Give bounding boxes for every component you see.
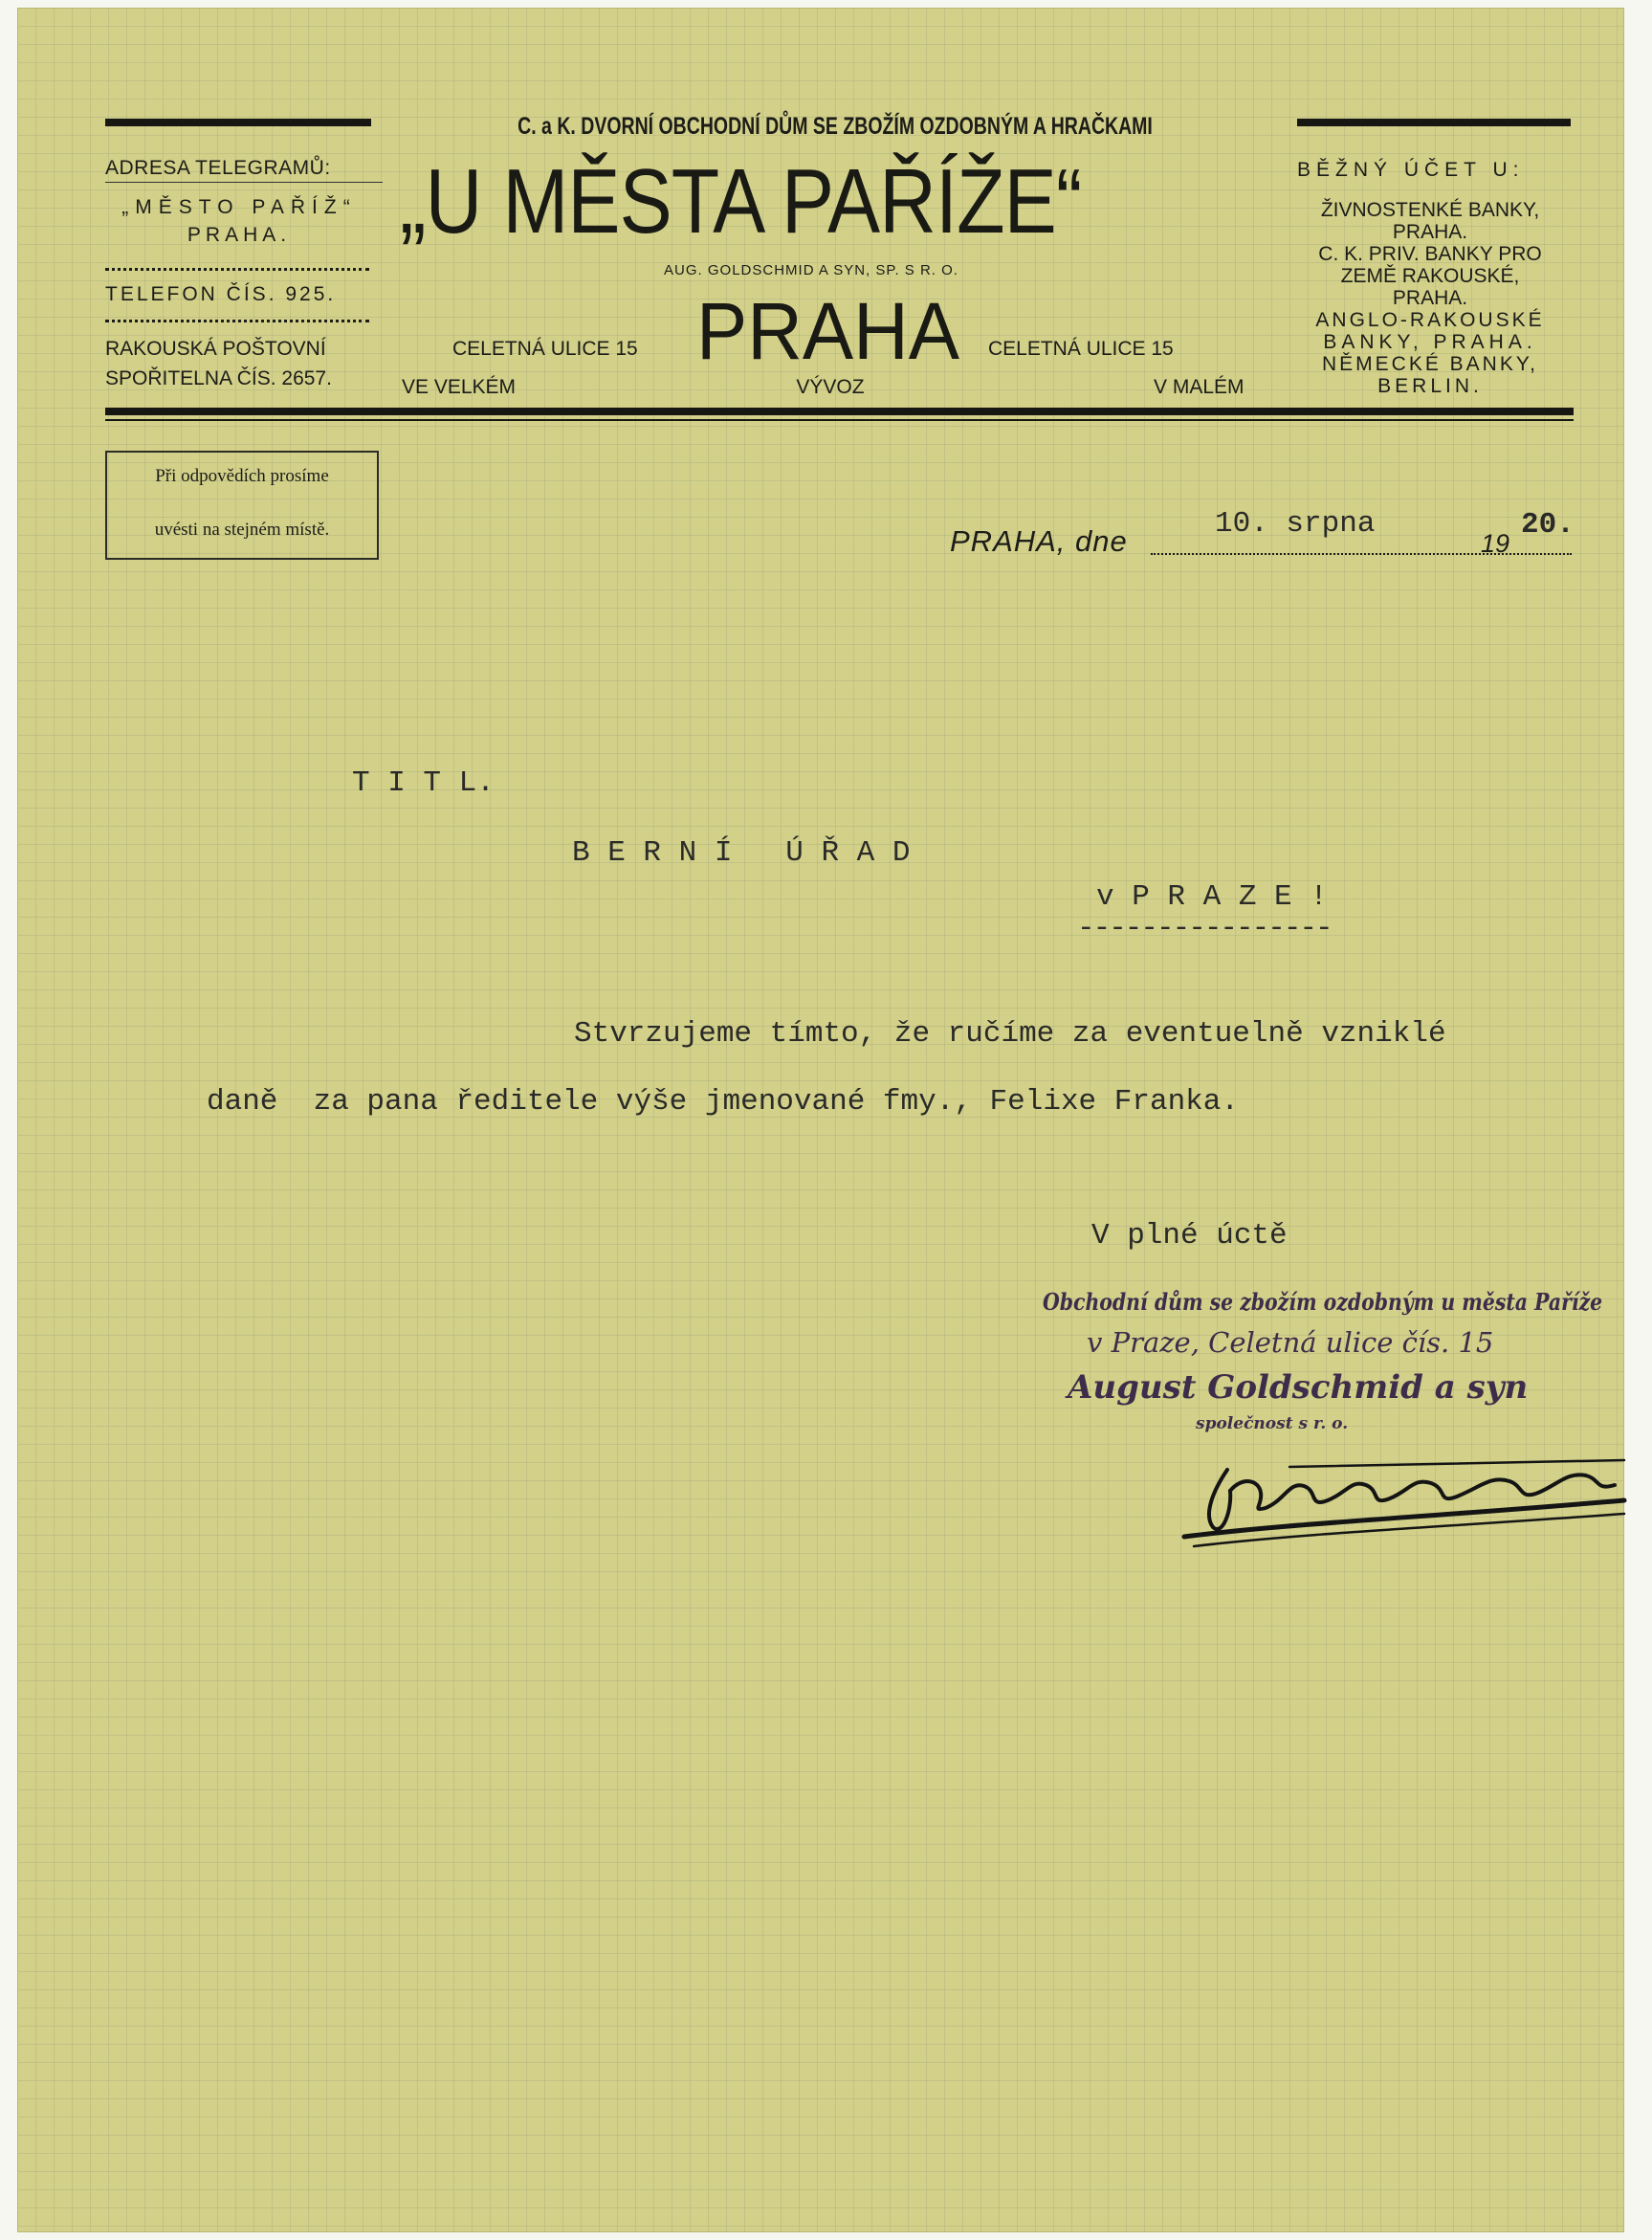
reply-notice-box bbox=[105, 451, 379, 560]
bank-line: PRAHA. bbox=[1392, 221, 1468, 243]
street-left: CELETNÁ ULICE 15 bbox=[452, 338, 638, 360]
salutation: T I T L. bbox=[352, 766, 495, 800]
city-name: PRAHA bbox=[696, 286, 959, 376]
date-day-month: 10. srpna bbox=[1215, 507, 1376, 541]
postal-line-1: RAKOUSKÁ POŠTOVNÍ bbox=[105, 338, 326, 360]
company-name: „U MĚSTA PAŘÍŽE“ bbox=[400, 150, 1082, 253]
date-year-suffix: 20. bbox=[1521, 508, 1575, 542]
body-line-1: Stvrzujeme tímto, že ručíme za eventuelně vzniklé bbox=[574, 1017, 1446, 1051]
company-subtitle: AUG. GOLDSCHMID A SYN, SP. S R. O. bbox=[664, 262, 958, 278]
bottom-right-label: V MALÉM bbox=[1154, 376, 1245, 398]
street-right: CELETNÁ ULICE 15 bbox=[988, 338, 1174, 360]
bank-line: BANKY, PRAHA. bbox=[1323, 331, 1537, 353]
right-top-rule bbox=[1297, 119, 1571, 126]
telegram-value: „MĚSTO PAŘÍŽ“ bbox=[121, 196, 357, 218]
postal-line-2: SPOŘITELNA ČÍS. 2657. bbox=[105, 367, 332, 389]
letter-page bbox=[17, 8, 1624, 2232]
left-dotted-divider-2 bbox=[105, 320, 369, 322]
bank-line: ANGLO-RAKOUSKÉ bbox=[1315, 309, 1545, 331]
notice-line-1: Při odpovědích prosíme bbox=[155, 466, 329, 486]
bottom-center-label: VÝVOZ bbox=[796, 376, 865, 398]
stamp-line-1: Obchodní dům se zbožím ozdobným u města Paříže bbox=[1043, 1288, 1603, 1316]
body-line-2: daně za pana ředitele výše jmenované fmy., Felixe Franka. bbox=[207, 1085, 1239, 1119]
date-place: PRAHA, dne bbox=[950, 524, 1128, 558]
bottom-left-label: VE VELKÉM bbox=[402, 376, 517, 398]
handwritten-signature bbox=[1175, 1433, 1634, 1558]
left-dotted-divider-1 bbox=[105, 268, 369, 271]
account-label: BĚŽNÝ ÚČET U: bbox=[1297, 159, 1525, 181]
notice-line-2: uvésti na stejném místě. bbox=[154, 520, 330, 540]
stamp-line-2: v Praze, Celetná ulice čís. 15 bbox=[1087, 1326, 1494, 1359]
phone-number: TELEFON ČÍS. 925. bbox=[105, 283, 337, 305]
closing: V plné úctě bbox=[1091, 1219, 1288, 1253]
bank-line: BERLIN. bbox=[1377, 375, 1483, 397]
date-year-prefix: 19 bbox=[1481, 529, 1510, 558]
bank-line: C. K. PRIV. BANKY PRO bbox=[1318, 243, 1542, 265]
header-bottom-rule bbox=[105, 408, 1574, 415]
stamp-line-3: August Goldschmid a syn bbox=[1068, 1368, 1529, 1407]
left-top-rule bbox=[105, 119, 371, 126]
bank-line: ZEMĚ RAKOUSKÉ, bbox=[1340, 265, 1520, 287]
recipient-location: v P R A Z E ! bbox=[1096, 880, 1328, 914]
bank-list bbox=[1282, 199, 1578, 397]
stamp-line-4: společnost s r. o. bbox=[1196, 1414, 1349, 1433]
telegram-city: PRAHA. bbox=[187, 224, 292, 246]
header-bottom-rule-thin bbox=[105, 419, 1574, 421]
recipient: B E R N Í Ú Ř A D bbox=[572, 836, 911, 870]
telegram-label: ADRESA TELEGRAMŮ: bbox=[105, 157, 383, 183]
bank-line: PRAHA. bbox=[1392, 287, 1468, 309]
bank-line: ŽIVNOSTENKÉ BANKY, bbox=[1320, 199, 1540, 221]
bank-line: NĚMECKÉ BANKY, bbox=[1321, 353, 1538, 375]
header-top-line: C. a K. DVORNÍ OBCHODNÍ DŮM SE ZBOŽÍM OZDOBNÝM A HRAČKAMI bbox=[518, 113, 1153, 140]
location-underline: ---------------- bbox=[1077, 912, 1332, 945]
